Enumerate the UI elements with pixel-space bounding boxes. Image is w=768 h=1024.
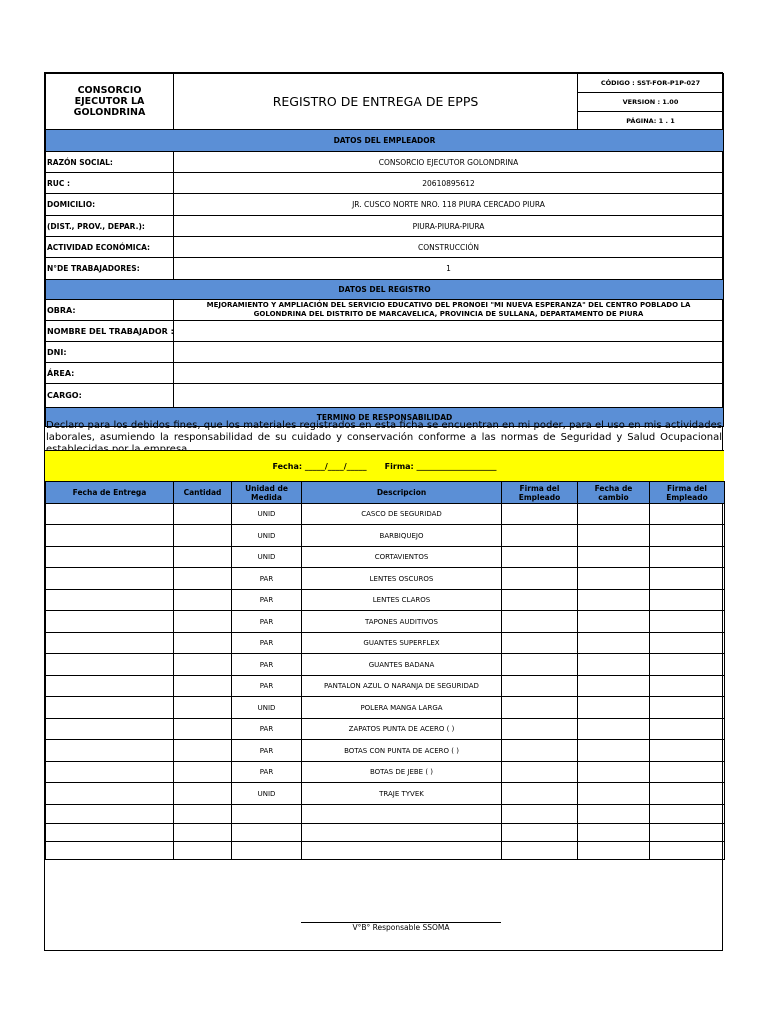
form-page: PÁGINA: 1 . 1 [577,111,724,130]
cell-firma-empleado[interactable] [501,823,578,842]
cell-fecha-cambio[interactable] [577,841,650,860]
cell-firma-empleado[interactable] [501,653,578,676]
cell-firma-empleado-2[interactable] [649,782,725,805]
cell-fecha-cambio[interactable] [577,589,650,611]
th-fecha-cambio: Fecha de cambio [577,481,650,504]
fecha-line[interactable]: Fecha: _____/____/_____ [272,461,367,471]
cell-fecha-cambio[interactable] [577,761,650,783]
cell-fecha-entrega[interactable] [45,782,174,805]
cell-firma-empleado-2[interactable] [649,632,725,654]
empleador-value: 1 [173,257,724,280]
cell-descripcion: BOTAS DE JEBE ( ) [301,761,502,783]
firma-line[interactable]: Firma: ____________________ [384,461,497,471]
cell-fecha-entrega[interactable] [45,653,174,676]
form-code: CÓDIGO : SST-FOR-P1P-027 [577,73,724,93]
cell-firma-empleado-2[interactable] [649,739,725,762]
empleador-value: JR. CUSCO NORTE NRO. 118 PIURA CERCADO PIURA [173,193,724,216]
cell-firma-empleado[interactable] [501,524,578,547]
cell-cantidad[interactable] [173,524,232,547]
cell-cantidad[interactable] [173,503,232,525]
cell-firma-empleado-2[interactable] [649,841,725,860]
cell-cantidad[interactable] [173,782,232,805]
th-firma-empleado: Firma del Empleado [501,481,578,504]
form-title: REGISTRO DE ENTREGA DE EPPS [173,73,578,130]
epp-form [44,72,723,951]
cell-firma-empleado[interactable] [501,610,578,633]
cell-firma-empleado[interactable] [501,804,578,824]
cell-firma-empleado[interactable] [501,546,578,568]
cell-fecha-entrega[interactable] [45,841,174,860]
cargo-value[interactable] [173,383,724,408]
th-cantidad: Cantidad [173,481,232,504]
cell-fecha-entrega[interactable] [45,739,174,762]
area-value[interactable] [173,362,724,384]
cell-fecha-cambio[interactable] [577,718,650,740]
section-termino: TERMINO DE RESPONSABILIDAD [45,407,724,427]
cell-unidad: UNID [231,546,302,568]
cell-unidad: PAR [231,739,302,762]
cell-unidad: PAR [231,567,302,590]
cell-unidad: PAR [231,589,302,611]
cell-firma-empleado-2[interactable] [649,524,725,547]
trabajador-label: NOMBRE DEL TRABAJADOR : [45,320,174,342]
cell-fecha-cambio[interactable] [577,567,650,590]
cell-unidad [231,841,302,860]
empleador-label: RUC : [45,172,174,194]
trabajador-value[interactable] [173,320,724,342]
cell-firma-empleado[interactable] [501,841,578,860]
cell-unidad: UNID [231,524,302,547]
cell-firma-empleado-2[interactable] [649,675,725,697]
cell-cantidad[interactable] [173,632,232,654]
cell-descripcion: BARBIQUEJO [301,524,502,547]
cell-cantidad[interactable] [173,653,232,676]
cell-unidad: PAR [231,632,302,654]
area-label: ÁREA: [45,362,174,384]
cell-fecha-entrega[interactable] [45,804,174,824]
cell-fecha-cambio[interactable] [577,632,650,654]
cell-fecha-entrega[interactable] [45,718,174,740]
cell-descripcion: PANTALON AZUL O NARANJA DE SEGURIDAD [301,675,502,697]
cell-cantidad[interactable] [173,804,232,824]
cell-fecha-entrega[interactable] [45,567,174,590]
empleador-value: CONSTRUCCIÓN [173,236,724,258]
cell-descripcion: LENTES CLAROS [301,589,502,611]
cell-cantidad[interactable] [173,823,232,842]
th-firma-empleado-2: Firma del Empleado [649,481,725,504]
cell-firma-empleado-2[interactable] [649,823,725,842]
cell-firma-empleado[interactable] [501,567,578,590]
dni-value[interactable] [173,341,724,363]
cell-firma-empleado[interactable] [501,503,578,525]
cell-descripcion [301,804,502,824]
cell-descripcion: BOTAS CON PUNTA DE ACERO ( ) [301,739,502,762]
empleador-label: RAZÓN SOCIAL: [45,151,174,173]
obra-value: MEJORAMIENTO Y AMPLIACIÓN DEL SERVICIO EDUCATIVO DEL PRONOEI "MI NUEVA ESPERANZA" DEL CENTRO POBLADO LA GOLONDRINA DEL DISTRITO DE MARCAVELICA, PROVINCIA DE SULLANA, DEPARTAMENTO DE PIURA [173,299,724,321]
cargo-label: CARGO: [45,383,174,408]
cell-firma-empleado[interactable] [501,782,578,805]
cell-unidad: PAR [231,675,302,697]
cell-unidad: UNID [231,503,302,525]
cell-firma-empleado[interactable] [501,718,578,740]
cell-descripcion: CASCO DE SEGURIDAD [301,503,502,525]
cell-unidad [231,804,302,824]
dni-label: DNI: [45,341,174,363]
cell-descripcion: ZAPATOS PUNTA DE ACERO ( ) [301,718,502,740]
cell-fecha-cambio[interactable] [577,610,650,633]
cell-fecha-cambio[interactable] [577,546,650,568]
cell-descripcion [301,841,502,860]
cell-firma-empleado-2[interactable] [649,761,725,783]
empleador-label: (DIST., PROV., DEPAR.): [45,215,174,237]
cell-fecha-cambio[interactable] [577,739,650,762]
obra-label: OBRA: [45,299,174,321]
cell-fecha-entrega[interactable] [45,823,174,842]
cell-firma-empleado[interactable] [501,761,578,783]
cell-fecha-entrega[interactable] [45,503,174,525]
cell-cantidad[interactable] [173,761,232,783]
cell-firma-empleado-2[interactable] [649,503,725,525]
cell-firma-empleado[interactable] [501,632,578,654]
th-fecha-entrega: Fecha de Entrega [45,481,174,504]
cell-descripcion: POLERA MANGA LARGA [301,696,502,719]
cell-unidad: UNID [231,696,302,719]
cell-unidad: UNID [231,782,302,805]
cell-cantidad[interactable] [173,567,232,590]
cell-firma-empleado-2[interactable] [649,653,725,676]
cell-cantidad[interactable] [173,739,232,762]
signature-caption: V°B° Responsable SSOMA [352,923,450,932]
cell-fecha-entrega[interactable] [45,589,174,611]
cell-descripcion: CORTAVIENTOS [301,546,502,568]
cell-fecha-cambio[interactable] [577,524,650,547]
th-descripcion: Descripcion [301,481,502,504]
cell-unidad: PAR [231,761,302,783]
cell-firma-empleado-2[interactable] [649,804,725,824]
cell-firma-empleado[interactable] [501,739,578,762]
cell-fecha-cambio[interactable] [577,823,650,842]
empleador-value: 20610895612 [173,172,724,194]
cell-cantidad[interactable] [173,718,232,740]
cell-fecha-entrega[interactable] [45,524,174,547]
cell-unidad [231,823,302,842]
cell-firma-empleado[interactable] [501,589,578,611]
cell-fecha-cambio[interactable] [577,782,650,805]
cell-firma-empleado-2[interactable] [649,589,725,611]
empleador-label: N°DE TRABAJADORES: [45,257,174,280]
cell-fecha-cambio[interactable] [577,696,650,719]
cell-fecha-entrega[interactable] [45,546,174,568]
cell-firma-empleado-2[interactable] [649,546,725,568]
cell-cantidad[interactable] [173,675,232,697]
cell-cantidad[interactable] [173,546,232,568]
empleador-label: DOMICILIO: [45,193,174,216]
cell-fecha-cambio[interactable] [577,653,650,676]
cell-cantidad[interactable] [173,696,232,719]
cell-descripcion: TAPONES AUDITIVOS [301,610,502,633]
section-empleador: DATOS DEL EMPLEADOR [45,129,724,152]
cell-firma-empleado[interactable] [501,696,578,719]
responsibility-text: Declaro para los debidos fines, que los materiales registrados en esta ficha se encuentran en mi poder, para el uso en mis actividades laborales, asumiendo la responsabilidad de su cuidado y conservación conforme a las normas de Seguridad y Salud Ocupacional [46,420,722,443]
cell-cantidad[interactable] [173,589,232,611]
cell-unidad: PAR [231,653,302,676]
cell-firma-empleado-2[interactable] [649,696,725,719]
cell-descripcion: LENTES OSCUROS [301,567,502,590]
cell-fecha-entrega[interactable] [45,610,174,633]
cell-fecha-entrega[interactable] [45,696,174,719]
th-unidad: Unidad de Medida [231,481,302,504]
cell-cantidad[interactable] [173,841,232,860]
cell-fecha-entrega[interactable] [45,632,174,654]
section-registro: DATOS DEL REGISTRO [45,279,724,300]
empleador-value: PIURA-PIURA-PIURA [173,215,724,237]
company-name: CONSORCIO EJECUTOR LA GOLONDRINA [45,73,174,130]
cell-firma-empleado-2[interactable] [649,610,725,633]
cell-unidad: PAR [231,718,302,740]
cell-unidad: PAR [231,610,302,633]
cell-firma-empleado-2[interactable] [649,718,725,740]
form-version: VERSION : 1.00 [577,92,724,112]
cell-fecha-entrega[interactable] [45,675,174,697]
cell-fecha-cambio[interactable] [577,675,650,697]
cell-descripcion: TRAJE TYVEK [301,782,502,805]
cell-fecha-cambio[interactable] [577,503,650,525]
cell-fecha-entrega[interactable] [45,761,174,783]
cell-descripcion [301,823,502,842]
cell-fecha-cambio[interactable] [577,804,650,824]
cell-descripcion: GUANTES BADANA [301,653,502,676]
signature-strip [45,450,724,482]
cell-cantidad[interactable] [173,610,232,633]
empleador-label: ACTIVIDAD ECONÓMICA: [45,236,174,258]
cell-descripcion: GUANTES SUPERFLEX [301,632,502,654]
cell-firma-empleado[interactable] [501,675,578,697]
cell-firma-empleado-2[interactable] [649,567,725,590]
empleador-value: CONSORCIO EJECUTOR GOLONDRINA [173,151,724,173]
